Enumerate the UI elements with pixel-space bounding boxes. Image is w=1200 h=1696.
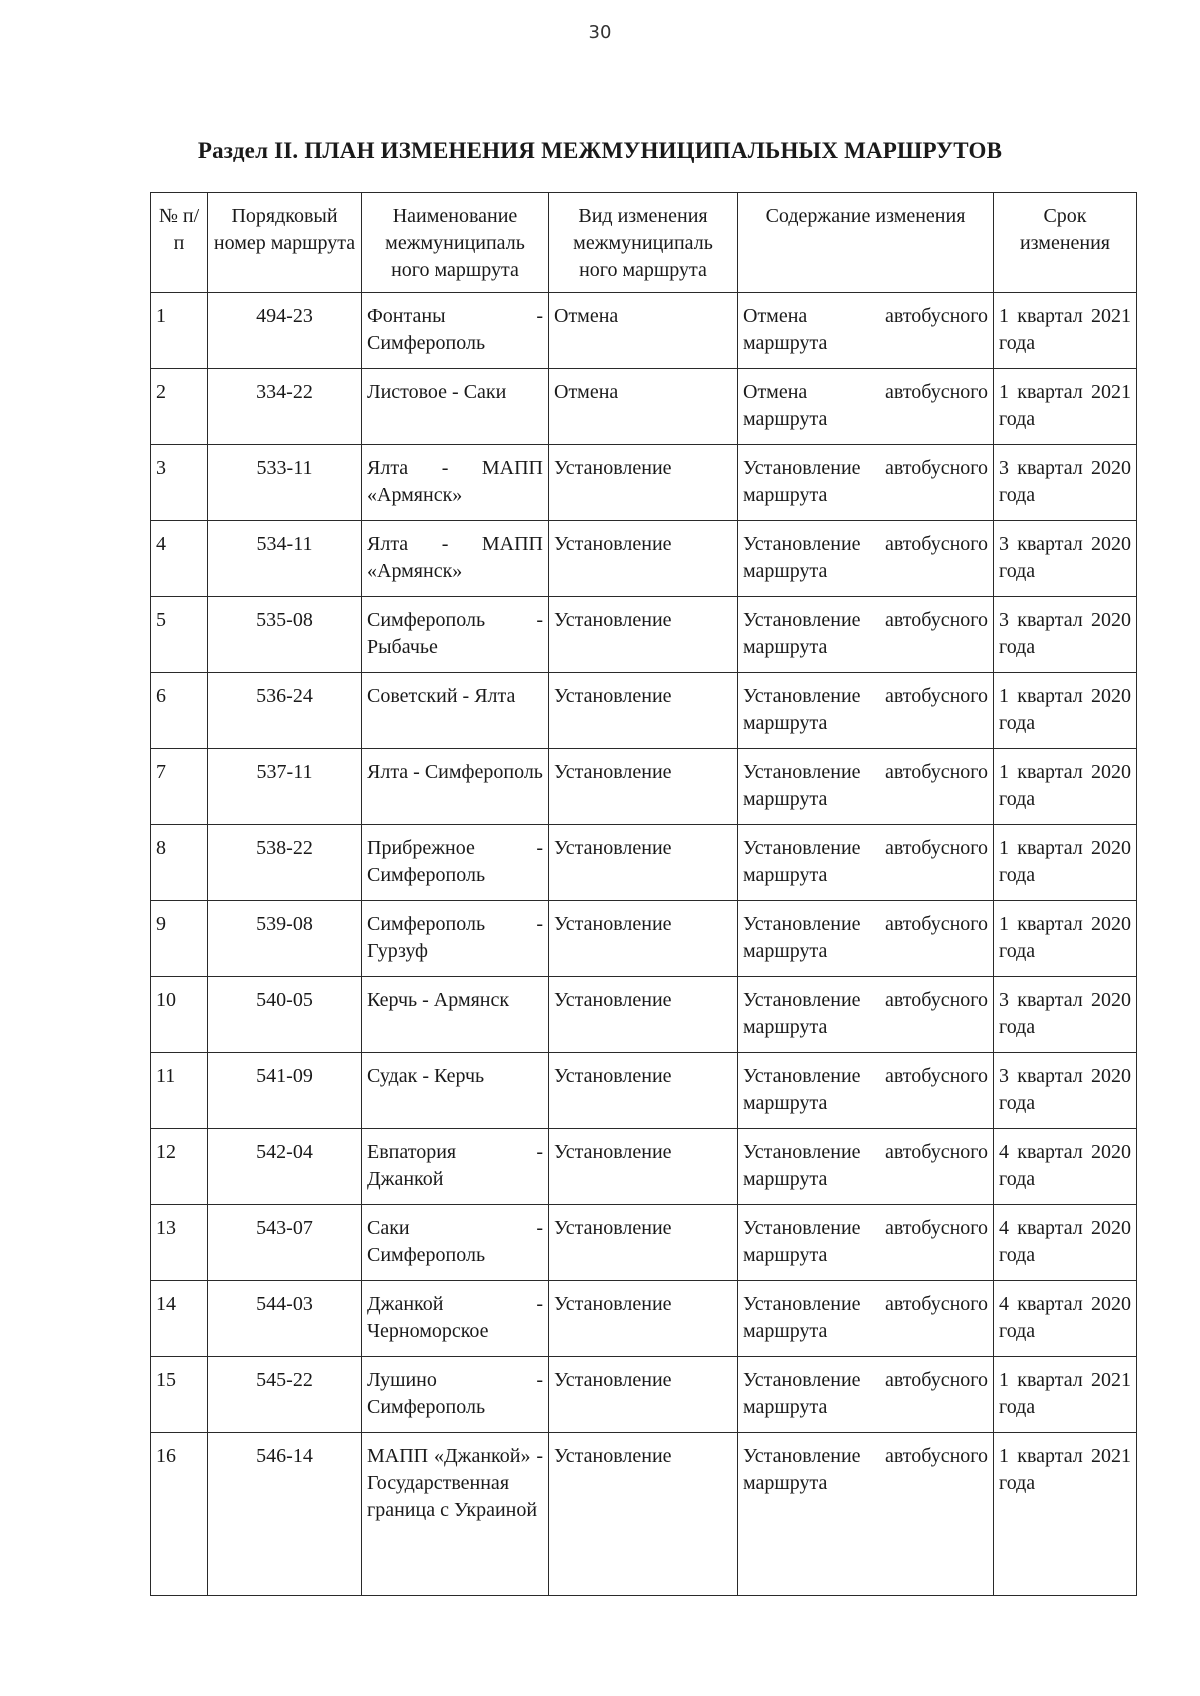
routes-table bbox=[150, 192, 1137, 1596]
cell-change-content: Установление автобусного маршрута bbox=[738, 749, 994, 825]
cell-change-type: Отмена bbox=[549, 369, 738, 445]
cell-change-term: 1 квартал 2021 года bbox=[994, 293, 1137, 369]
cell-change-term: 3 квартал 2020 года bbox=[994, 1053, 1137, 1129]
cell-route-code: 538-22 bbox=[208, 825, 362, 901]
table-row bbox=[151, 977, 1137, 1053]
cell-route-code: 545-22 bbox=[208, 1357, 362, 1433]
cell-change-type: Установление bbox=[549, 597, 738, 673]
cell-route-code: 541-09 bbox=[208, 1053, 362, 1129]
cell-change-type: Установление bbox=[549, 445, 738, 521]
cell-change-content: Установление автобусного маршрута bbox=[738, 1433, 994, 1596]
cell-route-code: 534-11 bbox=[208, 521, 362, 597]
cell-number: 10 bbox=[151, 977, 208, 1053]
section-title: Раздел II. ПЛАН ИЗМЕНЕНИЯ МЕЖМУНИЦИПАЛЬНЫХ МАРШРУТОВ bbox=[197, 138, 1003, 163]
table-row bbox=[151, 293, 1137, 369]
cell-change-term: 3 квартал 2020 года bbox=[994, 521, 1137, 597]
cell-change-type: Установление bbox=[549, 749, 738, 825]
cell-change-term: 4 квартал 2020 года bbox=[994, 1281, 1137, 1357]
header-number: № п/п bbox=[151, 193, 208, 293]
table-row bbox=[151, 445, 1137, 521]
cell-number: 4 bbox=[151, 521, 208, 597]
cell-route-name: Евпатория - Джанкой bbox=[362, 1129, 549, 1205]
cell-route-code: 542-04 bbox=[208, 1129, 362, 1205]
cell-change-term: 3 квартал 2020 года bbox=[994, 445, 1137, 521]
cell-number: 2 bbox=[151, 369, 208, 445]
table-row bbox=[151, 673, 1137, 749]
cell-change-content: Установление автобусного маршрута bbox=[738, 901, 994, 977]
cell-change-type: Установление bbox=[549, 1281, 738, 1357]
header-change-type: Вид изменения межмуниципаль ного маршрута bbox=[549, 193, 738, 293]
header-change-content: Содержание изменения bbox=[738, 193, 994, 293]
table-row bbox=[151, 901, 1137, 977]
cell-number: 7 bbox=[151, 749, 208, 825]
cell-number: 12 bbox=[151, 1129, 208, 1205]
cell-route-name: Фонтаны - Симферополь bbox=[362, 293, 549, 369]
cell-change-type: Установление bbox=[549, 1205, 738, 1281]
cell-number: 16 bbox=[151, 1433, 208, 1596]
cell-route-name: Судак - Керчь bbox=[362, 1053, 549, 1129]
cell-route-code: 334-22 bbox=[208, 369, 362, 445]
cell-route-code: 544-03 bbox=[208, 1281, 362, 1357]
cell-route-name: Ялта - Симферополь bbox=[362, 749, 549, 825]
cell-route-name: Советский - Ялта bbox=[362, 673, 549, 749]
routes-table-body bbox=[151, 293, 1137, 1596]
table-row bbox=[151, 749, 1137, 825]
cell-route-code: 546-14 bbox=[208, 1433, 362, 1596]
cell-change-type: Установление bbox=[549, 1053, 738, 1129]
cell-number: 13 bbox=[151, 1205, 208, 1281]
cell-change-content: Установление автобусного маршрута bbox=[738, 977, 994, 1053]
cell-change-content: Установление автобусного маршрута bbox=[738, 1053, 994, 1129]
cell-route-code: 533-11 bbox=[208, 445, 362, 521]
cell-change-term: 1 квартал 2020 года bbox=[994, 901, 1137, 977]
cell-change-term: 4 квартал 2020 года bbox=[994, 1129, 1137, 1205]
cell-route-name: Саки - Симферополь bbox=[362, 1205, 549, 1281]
cell-change-term: 1 квартал 2020 года bbox=[994, 673, 1137, 749]
cell-route-name: МАПП «Джанкой» - Государственная граница с Украиной bbox=[362, 1433, 549, 1596]
table-row bbox=[151, 1281, 1137, 1357]
cell-route-code: 540-05 bbox=[208, 977, 362, 1053]
cell-change-content: Отмена автобусного маршрута bbox=[738, 369, 994, 445]
cell-route-code: 539-08 bbox=[208, 901, 362, 977]
cell-change-term: 1 квартал 2020 года bbox=[994, 749, 1137, 825]
table-row bbox=[151, 1205, 1137, 1281]
cell-change-type: Установление bbox=[549, 977, 738, 1053]
cell-number: 11 bbox=[151, 1053, 208, 1129]
cell-route-name: Ялта - МАПП «Армянск» bbox=[362, 445, 549, 521]
cell-number: 15 bbox=[151, 1357, 208, 1433]
cell-change-term: 3 квартал 2020 года bbox=[994, 977, 1137, 1053]
header-route-name: Наименование межмуниципаль ного маршрута bbox=[362, 193, 549, 293]
header-change-term: Срок изменения bbox=[994, 193, 1137, 293]
cell-change-content: Установление автобусного маршрута bbox=[738, 1281, 994, 1357]
cell-route-code: 494-23 bbox=[208, 293, 362, 369]
table-row bbox=[151, 825, 1137, 901]
table-row bbox=[151, 521, 1137, 597]
cell-change-term: 4 квартал 2020 года bbox=[994, 1205, 1137, 1281]
cell-route-name: Ялта - МАПП «Армянск» bbox=[362, 521, 549, 597]
cell-number: 5 bbox=[151, 597, 208, 673]
table-row bbox=[151, 1053, 1137, 1129]
cell-number: 9 bbox=[151, 901, 208, 977]
cell-change-content: Установление автобусного маршрута bbox=[738, 1205, 994, 1281]
page-number: 30 bbox=[588, 22, 612, 43]
cell-route-code: 536-24 bbox=[208, 673, 362, 749]
table-row bbox=[151, 1357, 1137, 1433]
cell-change-term: 3 квартал 2020 года bbox=[994, 597, 1137, 673]
header-route-code: Порядковый номер маршрута bbox=[208, 193, 362, 293]
cell-change-content: Установление автобусного маршрута bbox=[738, 597, 994, 673]
cell-number: 1 bbox=[151, 293, 208, 369]
cell-number: 3 bbox=[151, 445, 208, 521]
cell-change-type: Установление bbox=[549, 901, 738, 977]
cell-route-name: Керчь - Армянск bbox=[362, 977, 549, 1053]
cell-route-name: Джанкой - Черноморское bbox=[362, 1281, 549, 1357]
cell-change-content: Установление автобусного маршрута bbox=[738, 1357, 994, 1433]
cell-change-type: Установление bbox=[549, 1357, 738, 1433]
table-row bbox=[151, 369, 1137, 445]
cell-change-type: Отмена bbox=[549, 293, 738, 369]
cell-change-term: 1 квартал 2020 года bbox=[994, 825, 1137, 901]
cell-change-content: Отмена автобусного маршрута bbox=[738, 293, 994, 369]
cell-change-content: Установление автобусного маршрута bbox=[738, 445, 994, 521]
cell-change-content: Установление автобусного маршрута bbox=[738, 521, 994, 597]
cell-route-name: Лушино - Симферополь bbox=[362, 1357, 549, 1433]
cell-route-code: 537-11 bbox=[208, 749, 362, 825]
cell-change-content: Установление автобусного маршрута bbox=[738, 673, 994, 749]
cell-change-type: Установление bbox=[549, 825, 738, 901]
cell-route-name: Листовое - Саки bbox=[362, 369, 549, 445]
cell-route-code: 543-07 bbox=[208, 1205, 362, 1281]
cell-number: 14 bbox=[151, 1281, 208, 1357]
cell-change-term: 1 квартал 2021 года bbox=[994, 1357, 1137, 1433]
cell-change-term: 1 квартал 2021 года bbox=[994, 1433, 1137, 1596]
cell-change-type: Установление bbox=[549, 521, 738, 597]
table-header-row bbox=[151, 193, 1137, 293]
cell-change-type: Установление bbox=[549, 1433, 738, 1596]
cell-change-type: Установление bbox=[549, 1129, 738, 1205]
cell-route-name: Прибрежное - Симферополь bbox=[362, 825, 549, 901]
cell-change-content: Установление автобусного маршрута bbox=[738, 825, 994, 901]
cell-number: 8 bbox=[151, 825, 208, 901]
cell-change-content: Установление автобусного маршрута bbox=[738, 1129, 994, 1205]
cell-route-name: Симферополь - Рыбачье bbox=[362, 597, 549, 673]
table-row bbox=[151, 1129, 1137, 1205]
table-row bbox=[151, 597, 1137, 673]
cell-route-code: 535-08 bbox=[208, 597, 362, 673]
table-row bbox=[151, 1433, 1137, 1596]
cell-change-term: 1 квартал 2021 года bbox=[994, 369, 1137, 445]
cell-change-type: Установление bbox=[549, 673, 738, 749]
cell-number: 6 bbox=[151, 673, 208, 749]
cell-route-name: Симферополь - Гурзуф bbox=[362, 901, 549, 977]
